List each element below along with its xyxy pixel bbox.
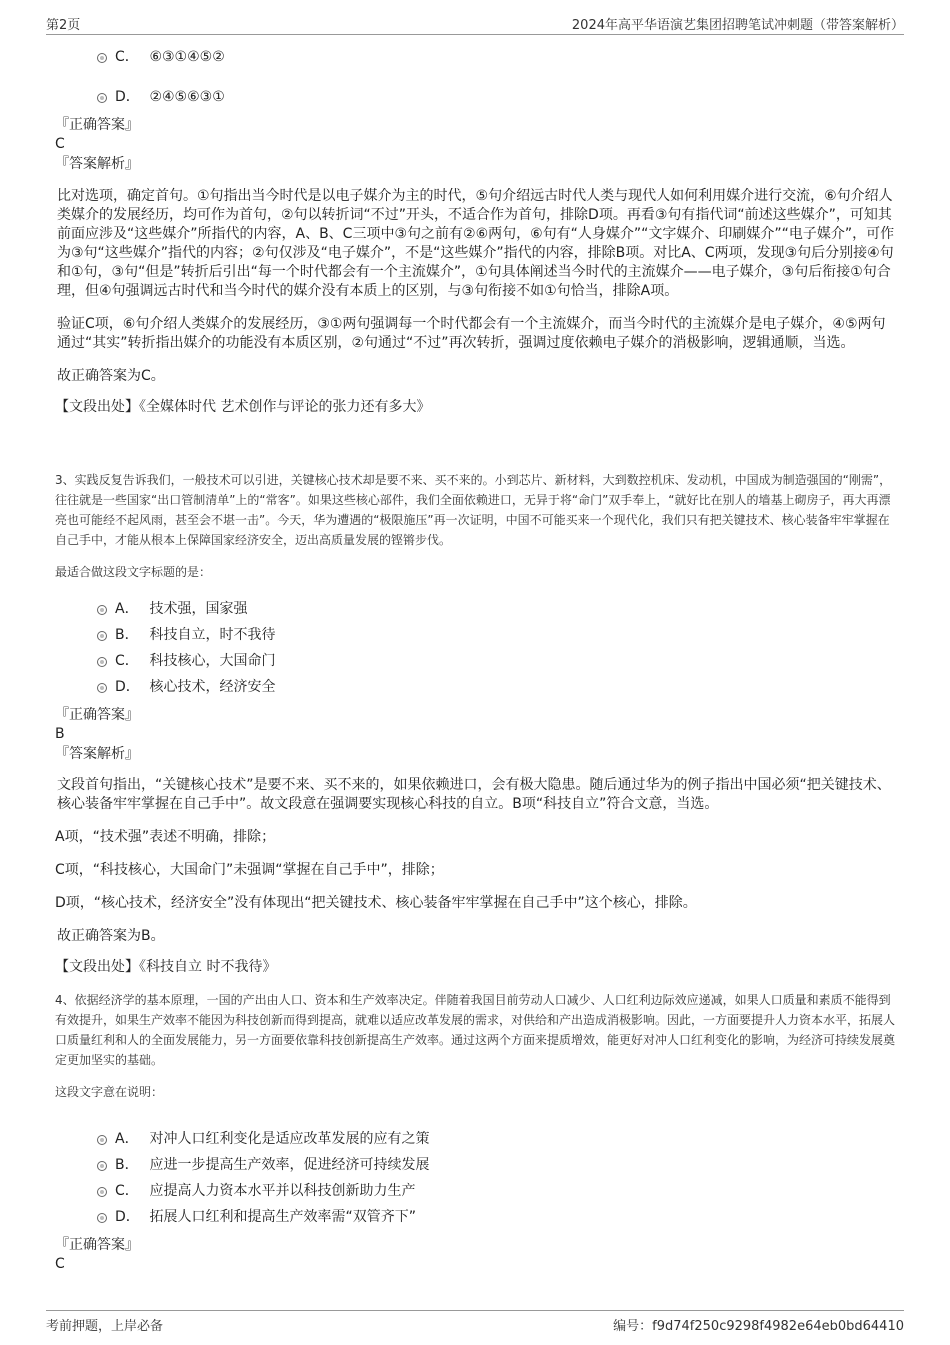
q3-option-a[interactable] <box>55 596 950 622</box>
option-key: C． <box>115 653 139 669</box>
radio-icon[interactable] <box>97 1135 107 1145</box>
q2-analysis-label: 『答案解析』 <box>55 156 139 172</box>
q3-analysis-label: 『答案解析』 <box>55 746 139 762</box>
option-key: D． <box>115 89 140 105</box>
q2-source: 【文段出处】《全媒体时代 艺术创作与评论的张力还有多大》 <box>55 399 431 415</box>
footer-slogan: 考前押题，上岸必备 <box>46 1319 164 1334</box>
radio-icon[interactable] <box>97 1213 107 1223</box>
radio-icon[interactable] <box>97 631 107 641</box>
option-key: A． <box>115 601 139 617</box>
q3-analysis-line: A项，“技术强”表述不明确，排除； <box>55 829 276 845</box>
option-text: 应提高人力资本水平并以科技创新助力生产 <box>149 1183 416 1199</box>
radio-icon[interactable] <box>97 93 107 103</box>
option-text: 科技自立，时不我待 <box>149 627 276 643</box>
q4-answer: C <box>55 1256 65 1272</box>
q2-answer: C <box>55 136 65 152</box>
q2-analysis-paragraph: 验证C项，⑥句介绍人类媒介的发展经历，③①两句强调每一个时代都会有一个主流媒介，而当今时代的主流媒介是电子媒介，④⑤两句通过“其实”转折指出媒介的功能没有本质区别，②句通过“不过”再次转折，强调过度依赖电子媒介的消极影响，逻辑通顺，当选。 <box>57 316 886 351</box>
q2-analysis-paragraph: 比对选项，确定首句。①句指出当今时代是以电子媒介为主的时代，⑤句介绍远古时代人类与现代人如何利用媒介进行交流，⑥句介绍人类媒介的发展经历，均可作为首句，②句以转折词“不过”开头，不适合作为首句，排除D项。再看③句有指代词“前述这些媒介”，可知其前面应涉及“这些媒介”所指代的内容，A、B、C三项中③句之前有②⑥两句，⑥句有“人身媒介”“文字媒介、印刷媒介”“电子媒介”，可作为③句“这些媒介”指代的内容；②句仅涉及“电子媒介”，不是“这些媒介”指代的内容，排除B项。对比A、C两项，发现③句后分别接④句和①句，③句“但是”转折后引出“每一个时代都会有一个主流媒介”，①句具体阐述当今时代的主流媒介——电子媒介，③句后衔接①句合理，但④句强调远古时代和当今时代的媒介没有本质上的区别，与③句衔接不如①句恰当，排除A项。 <box>57 188 895 299</box>
option-text: 核心技术，经济安全 <box>149 679 276 695</box>
q3-answer: B <box>55 726 65 742</box>
q2-option-c[interactable] <box>55 44 950 70</box>
q2-analysis-conclusion: 故正确答案为C。 <box>57 368 165 384</box>
option-text: ⑥③①④⑤② <box>149 49 225 65</box>
radio-icon[interactable] <box>97 1187 107 1197</box>
q3-analysis-conclusion: 故正确答案为B。 <box>57 928 165 944</box>
q4-answer-label: 『正确答案』 <box>55 1237 139 1253</box>
option-key: C． <box>115 1183 139 1199</box>
q4-option-c[interactable] <box>55 1178 950 1204</box>
option-text: 技术强，国家强 <box>149 601 248 617</box>
radio-icon[interactable] <box>97 657 107 667</box>
radio-icon[interactable] <box>97 1161 107 1171</box>
q3-option-c[interactable] <box>55 648 950 674</box>
option-key: D． <box>115 679 140 695</box>
radio-icon[interactable] <box>97 53 107 63</box>
option-key: A． <box>115 1131 139 1147</box>
option-text: 拓展人口红利和提高生产效率需“双管齐下” <box>149 1209 416 1225</box>
q4-option-b[interactable] <box>55 1152 950 1178</box>
q3-prompt: 最适合做这段文字标题的是： <box>55 565 212 579</box>
option-key: B． <box>115 1157 139 1173</box>
page-header <box>46 14 904 35</box>
q3-source: 【文段出处】《科技自立 时不我待》 <box>55 959 277 975</box>
q4-stem: 4、依据经济学的基本原理，一国的产出由人口、资本和生产效率决定。伴随着我国目前劳动人口减少、人口红利边际效应递减，如果人口质量和素质不能得到有效提升，如果生产效率不能因为科技创新而得到提高，就难以适应改革发展的需求，对供给和产出造成消极影响。因此，一方面要提升人力资本水平，拓展人口质量红利和人的全面发展能力，另一方面要依靠科技创新提高生产效率。通过这两个方面来提质增效，能更好对冲人口红利变化的影响，为经济可持续发展奠定更加坚实的基础。 <box>55 993 896 1067</box>
page-number: 第2页 <box>46 18 81 33</box>
document-title: 2024年高平华语演艺集团招聘笔试冲刺题（带答案解析） <box>571 18 904 33</box>
q4-prompt: 这段文字意在说明： <box>55 1085 164 1099</box>
q3-answer-label: 『正确答案』 <box>55 707 139 723</box>
page-footer <box>46 1310 904 1333</box>
option-key: B． <box>115 627 139 643</box>
radio-icon[interactable] <box>97 605 107 615</box>
q3-analysis-line: C项，“科技核心，大国命门”未强调“掌握在自己手中”，排除； <box>55 862 444 878</box>
option-key: C． <box>115 49 139 65</box>
q3-option-d[interactable] <box>55 674 950 700</box>
q4-option-a[interactable] <box>55 1126 950 1152</box>
option-text: 对冲人口红利变化是适应改革发展的应有之策 <box>149 1131 430 1147</box>
q3-analysis-paragraph: 文段首句指出，“关键核心技术”是要不来、买不来的，如果依赖进口，会有极大隐患。随后通过华为的例子指出中国必须“把关键技术、核心装备牢牢掌握在自己手中”。故文段意在强调要实现核心科技的自立。B项“科技自立”符合文意，当选。 <box>57 777 891 812</box>
q3-stem: 3、实践反复告诉我们，一般技术可以引进，关键核心技术却是要不来、买不来的。小到芯片、新材料，大到数控机床、发动机，中国成为制造强国的“刚需”，往往就是一些国家“出口管制清单”上的“常客”。如果这些核心部件，我们全面依赖进口，无异于将“命门”双手奉上，“就好比在别人的墙基上砌房子，再大再漂亮也可能经不起风雨，甚至会不堪一击”。今天，华为遭遇的“极限施压”再一次证明，中国不可能买来一个现代化，我们只有把关键技术、核心装备牢牢掌握在自己手中，才能从根本上保障国家经济安全，迈出高质量发展的铿锵步伐。 <box>55 473 892 547</box>
option-text: 应进一步提高生产效率，促进经济可持续发展 <box>149 1157 430 1173</box>
option-text: ②④⑤⑥③① <box>149 89 225 105</box>
q3-option-b[interactable] <box>55 622 950 648</box>
option-text: 科技核心，大国命门 <box>149 653 276 669</box>
document-body <box>55 40 896 1272</box>
q4-option-d[interactable] <box>55 1204 950 1230</box>
q3-analysis-line: D项，“核心技术，经济安全”没有体现出“把关键技术、核心装备牢牢掌握在自己手中”这个核心，排除。 <box>55 895 697 911</box>
document-serial: 编号：f9d74f250c9298f4982e64eb0bd64410 <box>613 1319 904 1334</box>
option-key: D． <box>115 1209 140 1225</box>
q2-option-d[interactable] <box>55 84 950 110</box>
radio-icon[interactable] <box>97 683 107 693</box>
q2-answer-label: 『正确答案』 <box>55 117 139 133</box>
